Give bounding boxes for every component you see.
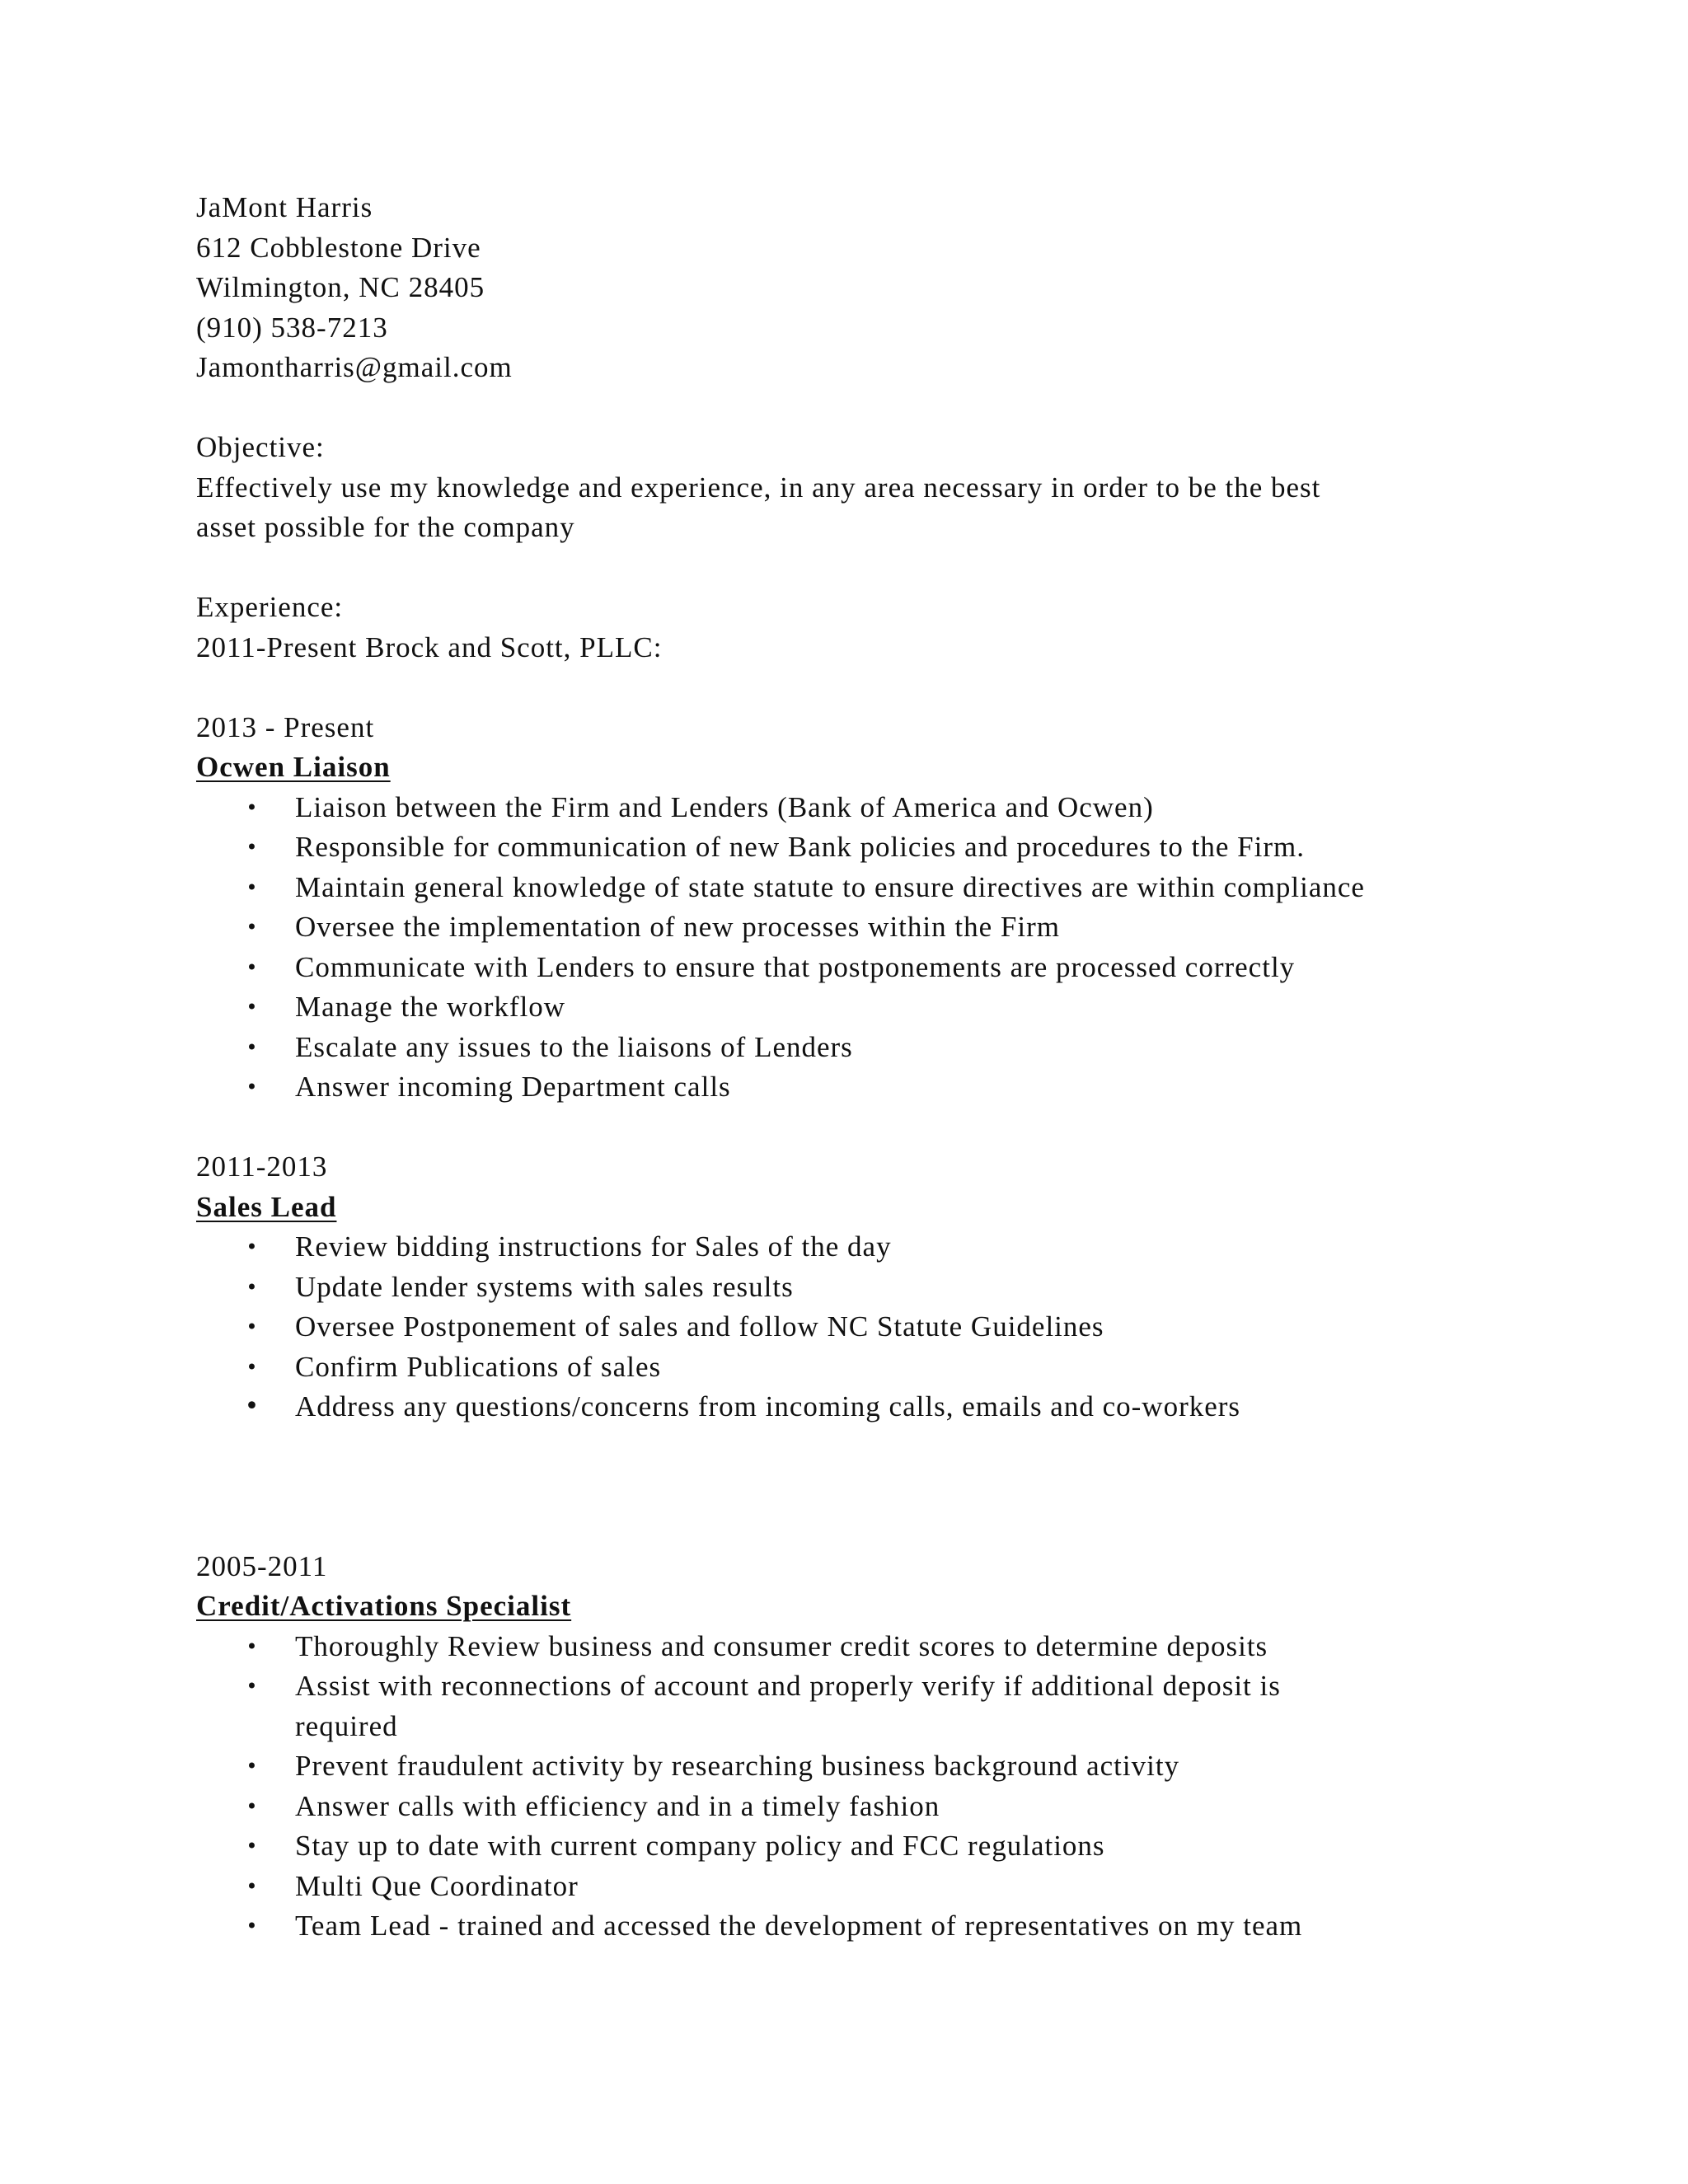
list-item — [196, 1268, 1548, 1308]
bullet-icon: • — [246, 1675, 259, 1698]
bullet-icon: • — [246, 916, 259, 939]
bullet-icon: • — [246, 875, 259, 899]
contact-email: Jamontharris@gmail.com — [196, 351, 513, 383]
list-item — [196, 1746, 1548, 1787]
spacer — [196, 388, 1548, 429]
list-item — [196, 948, 1548, 988]
list-item-text: Address any questions/concerns from incoming calls, emails and co-workers — [295, 1390, 1241, 1422]
role-bullet-list — [196, 1227, 1548, 1427]
list-item-text: Oversee the implementation of new processes within the Firm — [295, 911, 1060, 943]
list-item — [196, 1227, 1548, 1268]
list-item-text: Manage the workflow — [295, 991, 566, 1023]
list-item — [196, 1627, 1548, 1667]
list-item-text: Oversee Postponement of sales and follow NC Statute Guidelines — [295, 1310, 1104, 1343]
role-title: Sales Lead — [196, 1190, 337, 1223]
spacer — [196, 548, 1548, 588]
role-credit-activations-specialist — [196, 1547, 1548, 1947]
list-item-text: Confirm Publications of sales — [295, 1350, 662, 1383]
list-item — [196, 1028, 1548, 1068]
objective-section — [196, 428, 1548, 548]
role-sales-lead — [196, 1147, 1548, 1427]
contact-phone: (910) 538-7213 — [196, 311, 388, 344]
role-ocwen-liaison — [196, 708, 1548, 1108]
bullet-icon: • — [246, 1355, 259, 1379]
bullet-icon: • — [246, 996, 259, 1019]
list-item — [196, 1906, 1548, 1947]
list-item-text: Answer incoming Department calls — [295, 1071, 731, 1103]
list-item-text: Answer calls with efficiency and in a timely fashion — [295, 1789, 940, 1822]
role-dates: 2005-2011 — [196, 1549, 328, 1582]
bullet-icon: • — [246, 836, 259, 859]
list-item-text: Thoroughly Review business and consumer credit scores to determine deposits — [295, 1629, 1268, 1662]
experience-section — [196, 588, 1548, 668]
contact-name: JaMont Harris — [196, 191, 373, 223]
list-item-text: Team Lead - trained and accessed the development of representatives on my team — [295, 1910, 1303, 1942]
list-item-text: Multi Que Coordinator — [295, 1869, 579, 1902]
bullet-icon: • — [246, 1794, 259, 1818]
list-item-text: Communicate with Lenders to ensure that postponements are processed correctly — [295, 950, 1296, 983]
contact-address-city: Wilmington, NC 28405 — [196, 271, 485, 303]
list-item — [196, 1347, 1548, 1388]
list-item-text: Assist with reconnections of account and properly verify if additional deposit is required — [295, 1670, 1281, 1742]
bullet-icon: • — [246, 1755, 259, 1778]
list-item — [196, 1666, 1367, 1746]
list-item — [196, 827, 1548, 868]
bullet-icon: • — [244, 1392, 260, 1421]
role-bullet-list — [196, 1627, 1548, 1947]
list-item-text: Responsible for communication of new Bank policies and procedures to the Firm. — [295, 831, 1305, 863]
spacer — [196, 1427, 1548, 1547]
list-item — [196, 987, 1548, 1028]
list-item-text: Stay up to date with current company policy and FCC regulations — [295, 1830, 1105, 1862]
bullet-icon: • — [246, 1874, 259, 1898]
list-item — [196, 1307, 1548, 1347]
list-item — [196, 1787, 1548, 1827]
contact-address-street: 612 Cobblestone Drive — [196, 231, 481, 264]
bullet-icon: • — [246, 1835, 259, 1858]
list-item-text: Review bidding instructions for Sales of the day — [295, 1230, 892, 1263]
list-item-text: Update lender systems with sales results — [295, 1270, 794, 1303]
bullet-icon: • — [246, 1035, 259, 1059]
role-dates: 2011-2013 — [196, 1151, 328, 1183]
role-title: Ocwen Liaison — [196, 751, 391, 783]
bullet-icon: • — [246, 1634, 259, 1658]
role-bullet-list — [196, 788, 1548, 1108]
spacer — [196, 1108, 1548, 1148]
list-item — [196, 868, 1548, 908]
role-dates: 2013 - Present — [196, 710, 375, 743]
bullet-icon: • — [246, 1076, 259, 1099]
list-item-text: Prevent fraudulent activity by researching business background activity — [295, 1750, 1180, 1782]
list-item — [196, 1826, 1548, 1867]
list-item — [196, 1387, 1548, 1427]
bullet-icon: • — [246, 955, 259, 979]
spacer — [196, 668, 1548, 708]
list-item — [196, 1067, 1548, 1108]
objective-text-line-1: Effectively use my knowledge and experience, in any area necessary in order to be the best — [196, 471, 1321, 504]
bullet-icon: • — [246, 1275, 259, 1299]
bullet-icon: • — [246, 1235, 259, 1258]
experience-heading: Experience: — [196, 591, 344, 623]
objective-text-line-2: asset possible for the company — [196, 511, 575, 543]
list-item-text: Liaison between the Firm and Lenders (Bank of America and Ocwen) — [295, 790, 1154, 823]
list-item-text: Maintain general knowledge of state statute to ensure directives are within compliance — [295, 870, 1365, 903]
list-item — [196, 788, 1548, 828]
bullet-icon: • — [246, 1915, 259, 1938]
list-item — [196, 907, 1548, 948]
list-item — [196, 1867, 1548, 1907]
list-item-text: Escalate any issues to the liaisons of Lenders — [295, 1030, 853, 1063]
contact-block — [196, 188, 1548, 388]
bullet-icon: • — [246, 1315, 259, 1338]
objective-heading: Objective: — [196, 431, 325, 463]
employer-line: 2011-Present Brock and Scott, PLLC: — [196, 630, 663, 663]
resume-page — [196, 188, 1548, 1947]
bullet-icon: • — [246, 795, 259, 819]
role-title: Credit/Activations Specialist — [196, 1590, 572, 1622]
